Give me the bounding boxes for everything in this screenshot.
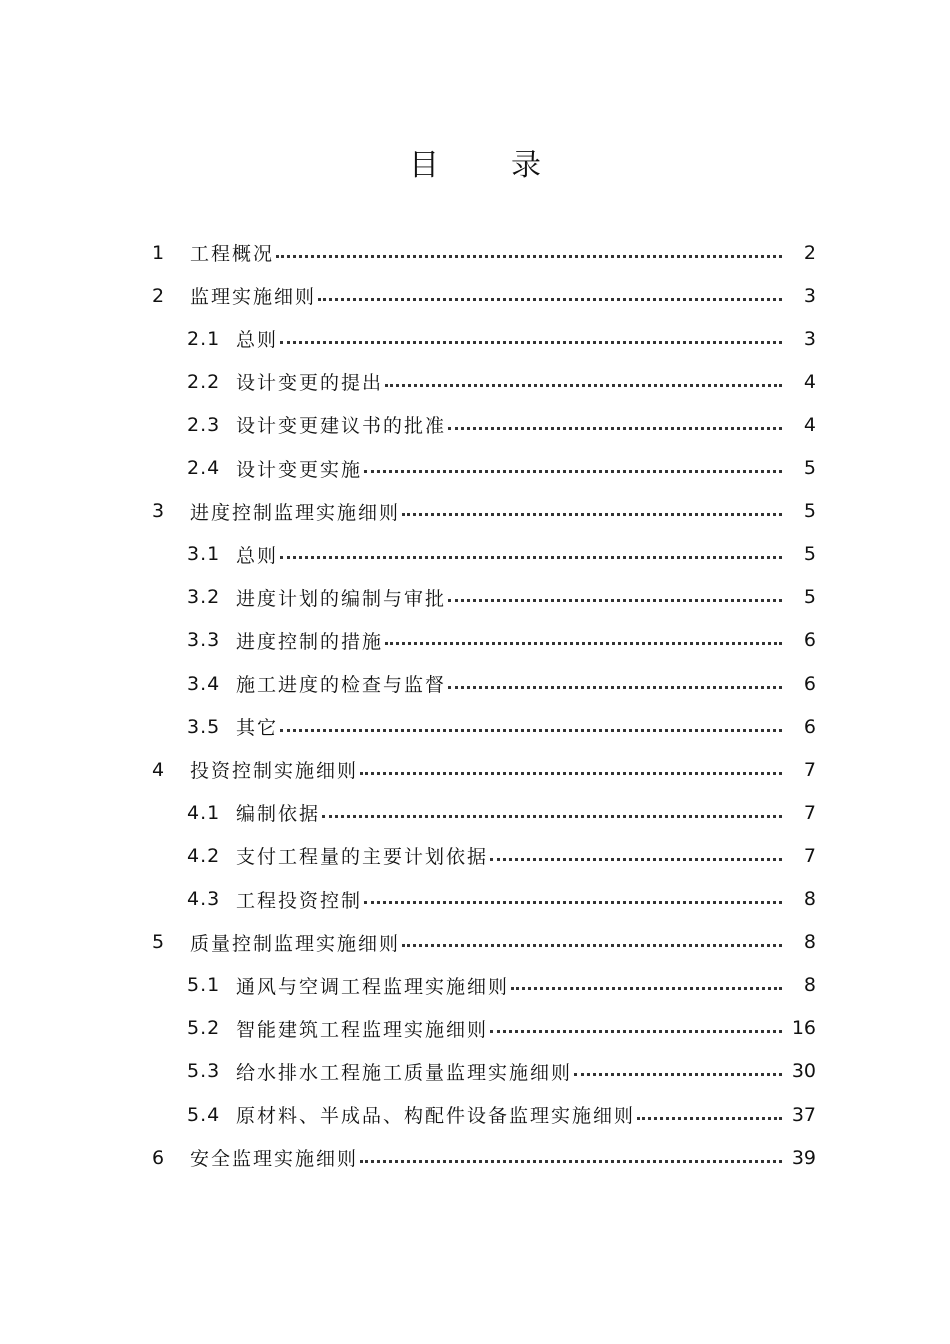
toc-entry-number: 3 xyxy=(152,500,165,523)
toc-entry-number: 3.1 xyxy=(187,543,221,566)
toc-entry[interactable] xyxy=(0,447,950,490)
title-char-1: 目 xyxy=(409,148,439,183)
toc-entry[interactable] xyxy=(0,619,950,662)
toc-entry-label: 编制依据 xyxy=(236,803,321,826)
dot-leader xyxy=(385,384,782,387)
toc-entry-label: 设计变更建议书的批准 xyxy=(236,415,447,438)
dot-leader xyxy=(448,427,782,430)
toc-entry-label: 进度控制监理实施细则 xyxy=(190,501,401,524)
toc-entry-text xyxy=(236,411,446,438)
toc-entry-label: 投资控制实施细则 xyxy=(190,760,359,783)
toc-entry[interactable] xyxy=(0,964,950,1007)
toc-entry-label: 设计变更的提出 xyxy=(236,372,384,395)
toc-entry-label: 进度计划的编制与审批 xyxy=(236,587,447,610)
toc-entry-label: 总则 xyxy=(236,544,279,567)
toc-entry-label: 监理实施细则 xyxy=(190,286,317,309)
dot-leader xyxy=(280,556,782,559)
toc-entry-label: 通风与空调工程监理实施细则 xyxy=(236,975,510,998)
dot-leader xyxy=(574,1073,782,1076)
toc-entry-page: 8 xyxy=(803,931,816,954)
toc-entry[interactable] xyxy=(0,533,950,576)
toc-entry-page: 37 xyxy=(791,1103,816,1126)
toc-entry[interactable] xyxy=(0,878,950,921)
toc-entry[interactable] xyxy=(0,490,950,533)
toc-entry[interactable] xyxy=(0,317,950,360)
toc-entry-text xyxy=(236,1101,635,1128)
dot-leader xyxy=(448,599,782,602)
toc-entry-page: 5 xyxy=(803,500,816,523)
toc-entry-page: 6 xyxy=(803,715,816,738)
toc-entry-label: 设计变更实施 xyxy=(236,458,363,481)
toc-entry-number: 5 xyxy=(152,931,165,954)
toc-entry-text xyxy=(236,972,509,999)
dot-leader xyxy=(276,255,782,258)
toc-entry-text xyxy=(236,541,278,568)
toc-entry-number: 4.2 xyxy=(187,844,221,867)
toc-entry-number: 5.1 xyxy=(187,974,221,997)
toc-entry[interactable] xyxy=(0,403,950,446)
toc-entry-number: 2.3 xyxy=(187,413,221,436)
dot-leader xyxy=(360,772,782,775)
toc-entry-label: 其它 xyxy=(236,717,279,740)
toc-entry-text xyxy=(190,929,400,956)
toc-entry-page: 8 xyxy=(803,974,816,997)
dot-leader xyxy=(511,987,782,990)
dot-leader xyxy=(280,341,782,344)
toc-entry-page: 6 xyxy=(803,629,816,652)
toc-entry[interactable] xyxy=(0,748,950,791)
toc-entry-number: 3.4 xyxy=(187,672,221,695)
dot-leader xyxy=(360,1160,782,1163)
toc-entry[interactable] xyxy=(0,705,950,748)
toc-entry-page: 4 xyxy=(803,370,816,393)
toc-entry[interactable] xyxy=(0,834,950,877)
toc-entry-label: 智能建筑工程监理实施细则 xyxy=(236,1018,489,1041)
toc-entry-number: 3.2 xyxy=(187,586,221,609)
toc-entry-number: 5.2 xyxy=(187,1017,221,1040)
toc-entry-label: 给水排水工程施工质量监理实施细则 xyxy=(236,1061,573,1084)
toc-entry-page: 5 xyxy=(803,586,816,609)
toc-entry-text xyxy=(236,713,278,740)
page-title xyxy=(0,140,950,184)
toc-entry[interactable] xyxy=(0,791,950,834)
toc-entry-label: 原材料、半成品、构配件设备监理实施细则 xyxy=(236,1105,636,1127)
toc-entry-page: 5 xyxy=(803,543,816,566)
dot-leader xyxy=(490,858,782,861)
toc-entry-page: 7 xyxy=(803,758,816,781)
toc-entry-number: 2.2 xyxy=(187,370,221,393)
toc-entry[interactable] xyxy=(0,1007,950,1050)
toc-entry-text xyxy=(236,455,362,482)
toc-entry-text xyxy=(236,627,383,654)
dot-leader xyxy=(448,686,782,689)
toc-entry-label: 支付工程量的主要计划依据 xyxy=(236,846,489,869)
toc-entry-number: 3.5 xyxy=(187,715,221,738)
toc-entry-page: 3 xyxy=(803,327,816,350)
dot-leader xyxy=(322,815,782,818)
dot-leader xyxy=(637,1117,782,1120)
toc-entry-text xyxy=(190,498,400,525)
toc-entry-text xyxy=(190,1144,358,1171)
dot-leader xyxy=(318,298,782,301)
toc-entry-label: 总则 xyxy=(236,329,279,352)
toc-entry-page: 16 xyxy=(791,1017,816,1040)
toc-entry[interactable] xyxy=(0,1093,950,1136)
dot-leader xyxy=(490,1030,782,1033)
toc-entry-page: 4 xyxy=(803,413,816,436)
toc-entry[interactable] xyxy=(0,231,950,274)
toc-entry[interactable] xyxy=(0,576,950,619)
toc-entry-label: 工程投资控制 xyxy=(236,889,363,912)
toc-entry-number: 5.4 xyxy=(187,1103,221,1126)
toc-entry-text xyxy=(190,239,274,266)
toc-entry-page: 5 xyxy=(803,457,816,479)
toc-entry-number: 4.3 xyxy=(187,888,221,910)
toc-entry-label: 质量控制监理实施细则 xyxy=(190,932,401,955)
toc-entry-page: 2 xyxy=(803,241,816,264)
dot-leader xyxy=(364,470,782,473)
toc-entry-page: 3 xyxy=(803,284,816,307)
toc-entry-text xyxy=(236,842,488,869)
toc-entry-number: 2 xyxy=(152,284,165,307)
toc-entry-text xyxy=(236,1015,488,1042)
toc-entry-number: 2.1 xyxy=(187,327,221,350)
toc-entry-text xyxy=(236,325,278,352)
toc-entry[interactable] xyxy=(0,1050,950,1093)
dot-leader xyxy=(364,901,782,904)
toc-entry-label: 工程概况 xyxy=(190,243,275,265)
toc-entry[interactable] xyxy=(0,360,950,403)
toc-entry-text xyxy=(236,886,362,913)
dot-leader xyxy=(385,642,782,645)
toc-entry-text xyxy=(236,584,446,611)
toc-entry-number: 4.1 xyxy=(187,801,221,824)
dot-leader xyxy=(402,513,782,516)
toc-entry-number: 3.3 xyxy=(187,629,221,652)
toc-entry-number: 4 xyxy=(152,758,165,781)
toc-entry-number: 5.3 xyxy=(187,1060,221,1083)
toc-entry[interactable] xyxy=(0,274,950,317)
toc-entry-page: 6 xyxy=(803,672,816,695)
toc-entry-page: 39 xyxy=(791,1146,816,1169)
toc-entry-text xyxy=(236,670,446,697)
title-char-2: 录 xyxy=(511,148,541,183)
toc-entry-page: 7 xyxy=(803,844,816,867)
toc-entry-text xyxy=(190,756,358,783)
toc-entry-text xyxy=(236,799,320,826)
toc-entry[interactable] xyxy=(0,1136,950,1179)
toc-entry-text xyxy=(236,1058,572,1085)
toc-entry[interactable] xyxy=(0,921,950,964)
toc-entry-label: 安全监理实施细则 xyxy=(190,1148,359,1171)
toc-entry-text xyxy=(236,368,383,395)
toc-entry-page: 30 xyxy=(791,1060,816,1083)
dot-leader xyxy=(402,944,782,947)
dot-leader xyxy=(280,729,782,732)
toc-entry-number: 1 xyxy=(152,241,165,264)
toc-entry-number: 6 xyxy=(152,1146,165,1169)
toc-entry[interactable] xyxy=(0,662,950,705)
toc-entry-label: 进度控制的措施 xyxy=(236,630,384,653)
toc-entry-page: 7 xyxy=(803,801,816,824)
toc-entry-page: 8 xyxy=(803,888,816,910)
toc-entry-label: 施工进度的检查与监督 xyxy=(236,674,447,696)
toc-entry-number: 2.4 xyxy=(187,457,221,479)
toc-entry-text xyxy=(190,282,316,309)
